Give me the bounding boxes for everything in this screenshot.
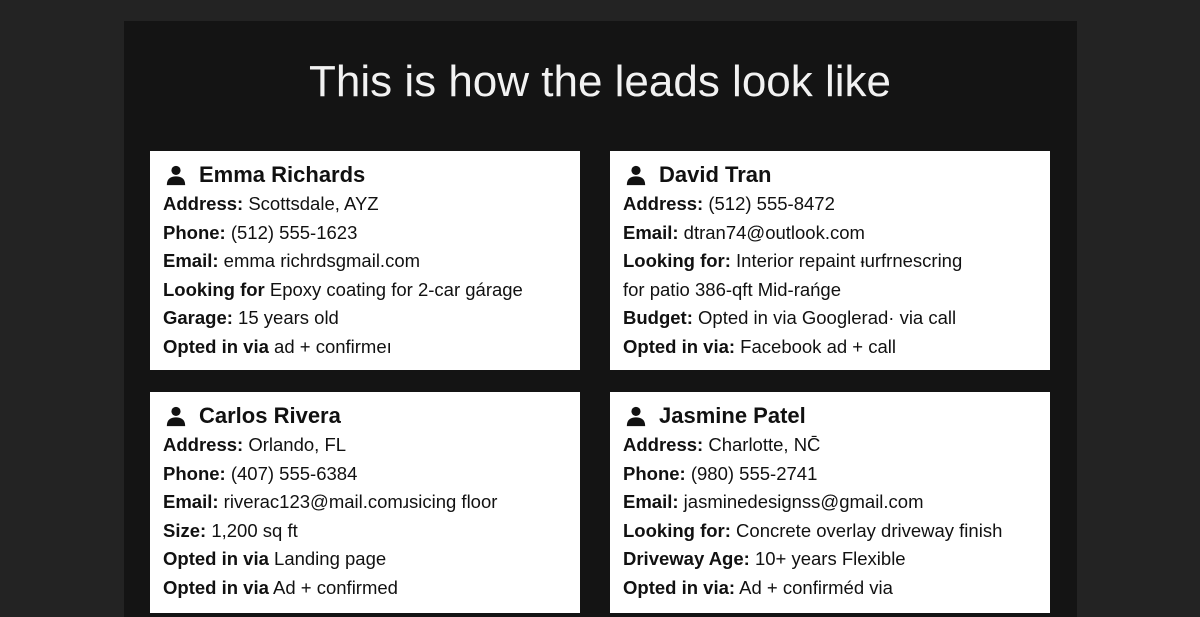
lead-field-opted-in xyxy=(163,333,568,362)
field-label: Driveway Age: xyxy=(623,548,750,569)
lead-field-email xyxy=(163,247,568,276)
field-value: for patio 386-qft Mid-rańge xyxy=(623,278,842,300)
person-icon xyxy=(625,405,647,427)
person-icon xyxy=(165,164,187,186)
lead-field-size xyxy=(163,517,568,546)
lead-field-garage xyxy=(163,304,568,333)
field-label: Garage: xyxy=(163,307,233,328)
lead-card-jasmine-patel xyxy=(610,392,1050,613)
field-label: Opted in via xyxy=(163,548,269,569)
field-value: 1,200 sq ft xyxy=(206,519,298,541)
lead-card-carlos-rivera xyxy=(150,392,580,613)
lead-field-email xyxy=(623,219,1038,248)
lead-name: Emma Richards xyxy=(199,162,366,187)
field-label: Email: xyxy=(623,221,679,243)
lead-field-looking-for xyxy=(163,276,568,305)
field-value: Orlando, FL xyxy=(243,434,347,455)
field-value: Epoxy coating for 2-car gárage xyxy=(264,278,523,300)
field-label: Looking for: xyxy=(623,250,731,271)
lead-name: Carlos Rivera xyxy=(199,403,341,428)
field-label: Opted in via: xyxy=(623,335,736,357)
field-label: Email: xyxy=(163,250,219,271)
lead-field-email xyxy=(163,488,568,517)
lead-field-driveway-age xyxy=(623,545,1038,574)
slide-title: This is how the leads look like xyxy=(308,57,892,106)
lead-field-phone xyxy=(623,460,1038,489)
lead-field-phone xyxy=(163,219,568,248)
field-value: (407) 555-6384 xyxy=(225,462,358,484)
lead-field-looking-for xyxy=(623,247,1038,276)
field-label: Address: xyxy=(623,434,704,455)
lead-field-opted-in xyxy=(623,333,1038,362)
field-value: riverac123@mail.comɹsicing floor xyxy=(218,491,498,512)
field-value: Landing page xyxy=(268,548,387,569)
field-label: Looking for xyxy=(163,278,265,300)
lead-field-looking-for-continued xyxy=(623,276,1038,305)
field-label: Address: xyxy=(163,193,244,214)
lead-field-address xyxy=(163,190,568,219)
person-icon xyxy=(625,164,647,186)
field-value: Ad + confirméd via xyxy=(735,576,893,598)
lead-field-opted-in xyxy=(623,574,1038,603)
field-label: Budget: xyxy=(623,307,693,328)
field-label: Opted in via xyxy=(163,576,269,598)
field-value: Ad + confirmed xyxy=(268,576,398,598)
field-value: 10+ years Flexible xyxy=(749,548,906,569)
field-label: Phone: xyxy=(163,221,226,243)
field-value: Facebook ad + call xyxy=(735,335,896,357)
lead-card-emma-richards xyxy=(150,151,580,370)
lead-card-header xyxy=(623,161,1038,189)
field-label: Looking for: xyxy=(623,519,731,541)
field-label: Email: xyxy=(623,491,679,512)
lead-card-david-tran xyxy=(610,151,1050,370)
lead-field-looking-for xyxy=(623,517,1038,546)
field-value: jasminedesignss@gmail.com xyxy=(678,491,924,512)
field-label: Opted in via xyxy=(163,335,269,357)
field-value: (980) 555-2741 xyxy=(685,462,818,484)
lead-name: David Tran xyxy=(659,162,772,187)
field-value: emma richrdsgmail.com xyxy=(218,250,421,271)
field-label: Opted in via: xyxy=(623,576,736,598)
field-label: Address: xyxy=(623,193,704,214)
lead-field-phone xyxy=(163,460,568,489)
lead-field-email xyxy=(623,488,1038,517)
lead-field-opted-in xyxy=(163,545,568,574)
field-label: Address: xyxy=(163,434,244,455)
field-label: Phone: xyxy=(623,462,686,484)
field-label: Size: xyxy=(163,519,207,541)
lead-field-opted-in xyxy=(163,574,568,603)
field-value: Interior repaint ᵻurfrnescring xyxy=(730,250,963,271)
field-value: Scottsdale, AYZ xyxy=(243,193,379,214)
lead-field-address xyxy=(623,190,1038,219)
field-value: (512) 555-8472 xyxy=(703,193,835,214)
lead-field-budget xyxy=(623,304,1038,333)
lead-card-header xyxy=(163,161,568,189)
field-value: 15 years old xyxy=(232,307,339,328)
lead-field-address xyxy=(163,431,568,460)
field-value: (512) 555-1623 xyxy=(225,221,358,243)
lead-card-header xyxy=(623,402,1038,430)
field-value: dtran74@outlook.com xyxy=(678,221,865,243)
field-value: Concrete overlay driveway finish xyxy=(730,519,1003,541)
field-label: Phone: xyxy=(163,462,226,484)
lead-card-header xyxy=(163,402,568,430)
lead-name: Jasmine Patel xyxy=(659,403,806,428)
field-value: Opted in via Googlerad· via call xyxy=(692,307,957,328)
lead-field-address xyxy=(623,431,1038,460)
person-icon xyxy=(165,405,187,427)
field-value: ad + confirmeı xyxy=(268,335,392,357)
field-label: Email: xyxy=(163,491,219,512)
field-value: Charlotte, NC̄ xyxy=(703,434,821,455)
